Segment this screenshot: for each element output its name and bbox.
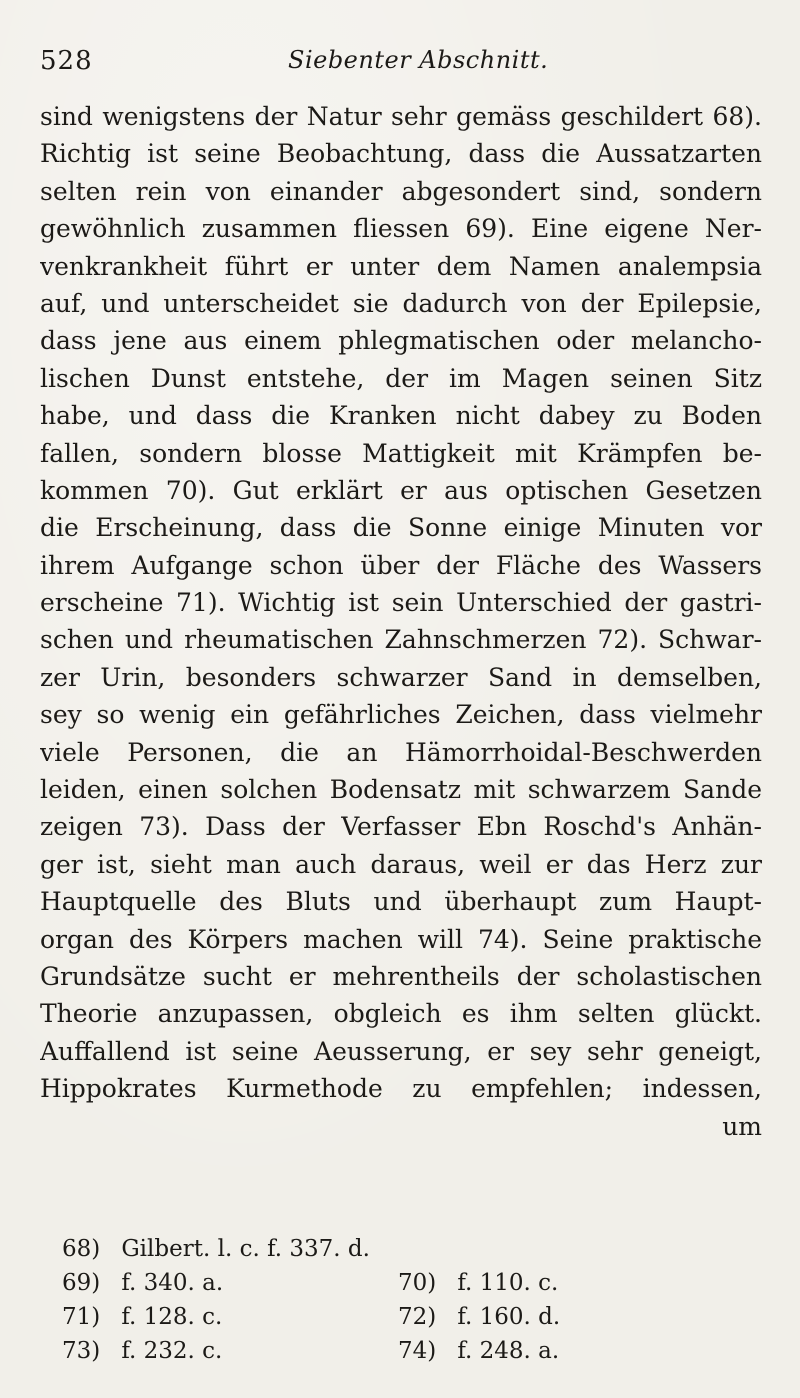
text-line: kommen 70). Gut erklärt er aus optischen Gesetzen — [40, 475, 762, 505]
footnote-text: f. 248. a. — [457, 1338, 560, 1364]
text-line: Theorie anzupassen, obgleich es ihm selten glückt. — [40, 999, 762, 1029]
catchword: um — [722, 1111, 762, 1141]
text-line: die Erscheinung, dass die Sonne einige Minuten vor — [40, 513, 762, 543]
text-line: schen und rheumatischen Zahnschmerzen 72). Schwar- — [40, 625, 762, 655]
text-line: ger ist, sieht man auch daraus, weil er das Herz zur — [40, 849, 762, 879]
footnote-number: 71) — [62, 1304, 101, 1330]
footnote-number: 73) — [62, 1338, 101, 1364]
text-line: Grundsätze sucht er mehrentheils der scholastischen — [40, 961, 762, 991]
footnote-text: f. 110. c. — [457, 1270, 559, 1296]
text-line: venkrankheit führt er unter dem Namen analempsia — [40, 251, 762, 281]
footnote-text: f. 128. c. — [121, 1304, 223, 1330]
text-line: Hippokrates Kurmethode zu empfehlen; indessen, — [40, 1074, 762, 1104]
text-line: viele Personen, die an Hämorrhoidal-Beschwerden — [40, 737, 762, 767]
footnote — [62, 1266, 223, 1300]
footnote-number: 68) — [62, 1236, 101, 1262]
text-line: habe, und dass die Kranken nicht dabey zu Boden — [40, 401, 762, 431]
footnote-number: 74) — [398, 1338, 437, 1364]
page-header — [40, 40, 760, 88]
text-line: zer Urin, besonders schwarzer Sand in demselben, — [40, 662, 762, 692]
footnote-row — [62, 1334, 622, 1368]
text-line: lischen Dunst entstehe, der im Magen seinen Sitz — [40, 363, 762, 393]
running-head: Siebenter Abschnitt. — [288, 46, 549, 74]
text-line: gewöhnlich zusammen fliessen 69). Eine eigene Ner- — [40, 214, 762, 244]
text-line: erscheine 71). Wichtig ist sein Unterschied der gastri- — [40, 588, 762, 618]
text-line: leiden, einen solchen Bodensatz mit schwarzem Sande — [40, 775, 762, 805]
body-text — [40, 98, 762, 1145]
footnote-text: f. 232. c. — [121, 1338, 223, 1364]
footnote-row — [62, 1300, 622, 1334]
footnote — [398, 1300, 560, 1334]
footnote — [62, 1300, 222, 1334]
footnote-row — [62, 1232, 622, 1266]
footnote-text: f. 340. a. — [121, 1270, 224, 1296]
footnote-number: 70) — [398, 1270, 437, 1296]
footnote-row — [62, 1266, 622, 1300]
footnote-text: f. 160. d. — [457, 1304, 561, 1330]
footnote — [398, 1266, 558, 1300]
footnote — [62, 1334, 222, 1368]
text-line: Richtig ist seine Beobachtung, dass die Aussatzarten — [40, 139, 762, 169]
footnote-number: 69) — [62, 1270, 101, 1296]
text-line: fallen, sondern blosse Mattigkeit mit Krämpfen be- — [40, 438, 762, 468]
text-line: sey so wenig ein gefährliches Zeichen, dass vielmehr — [40, 700, 762, 730]
text-line: Auffallend ist seine Aeusserung, er sey sehr geneigt, — [40, 1036, 762, 1066]
footnote-text: Gilbert. l. c. f. 337. d. — [121, 1236, 370, 1262]
text-line: Hauptquelle des Bluts und überhaupt zum Haupt- — [40, 887, 762, 917]
footnotes — [62, 1232, 622, 1368]
text-line: sind wenigstens der Natur sehr gemäss geschildert 68). — [40, 102, 762, 131]
footnote-number: 72) — [398, 1304, 437, 1330]
page-number: 528 — [40, 46, 93, 76]
text-line: auf, und unterscheidet sie dadurch von der Epilepsie, — [40, 288, 762, 318]
text-line: organ des Körpers machen will 74). Seine praktische — [40, 924, 762, 954]
footnote — [398, 1334, 559, 1368]
footnote — [62, 1232, 370, 1266]
text-line: selten rein von einander abgesondert sind, sondern — [40, 176, 762, 206]
text-line: ihrem Aufgange schon über der Fläche des Wassers — [40, 550, 762, 580]
text-line: dass jene aus einem phlegmatischen oder melancho- — [40, 326, 762, 356]
text-line: zeigen 73). Dass der Verfasser Ebn Roschd's Anhän- — [40, 812, 762, 842]
